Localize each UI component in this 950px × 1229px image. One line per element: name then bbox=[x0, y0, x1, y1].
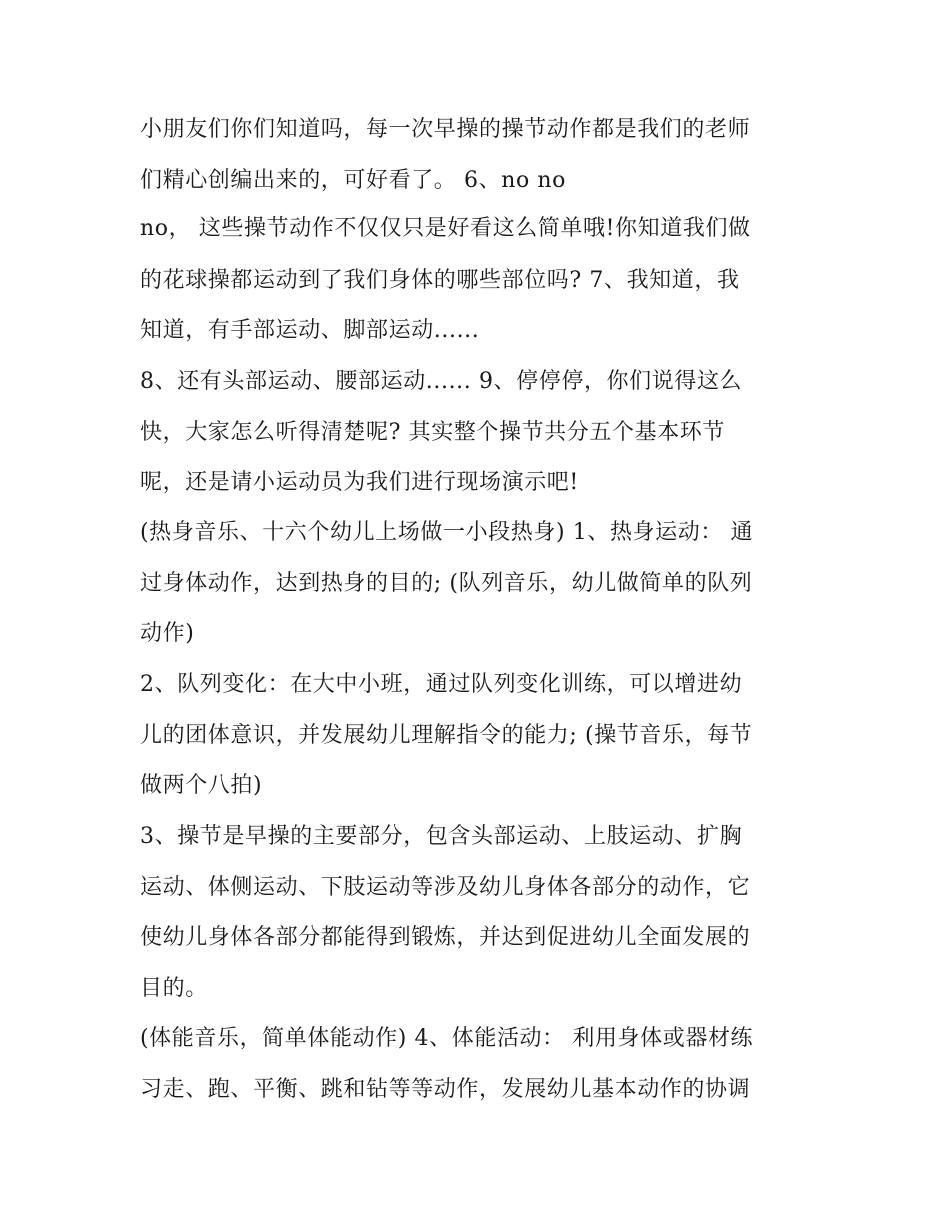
text-line: 8、还有头部运动、腰部运动...... 9、停停停，你们说得这么 bbox=[140, 369, 743, 394]
text-line: 们精心创编出来的，可好看了。 6、no no bbox=[140, 168, 567, 193]
text-line: 做两个八拍) bbox=[140, 773, 263, 798]
text-line: 运动、体侧运动、下肢运动等涉及幼儿身体各部分的动作，它 bbox=[140, 875, 751, 900]
text-line: 使幼儿身体各部分都能得到锻炼，并达到促进幼儿全面发展的 bbox=[140, 925, 751, 950]
text-line: 呢，还是请小运动员为我们进行现场演示吧! bbox=[140, 470, 579, 495]
text-line: 习走、跑、平衡、跳和钻等等动作，发展幼儿基本动作的协调 bbox=[140, 1077, 751, 1102]
text-line: no， 这些操节动作不仅仅只是好看这么简单哦!你知道我们做 bbox=[140, 216, 751, 241]
text-line: 过身体动作，达到热身的目的; (队列音乐，幼儿做简单的队列 bbox=[140, 571, 753, 596]
text-line: 快，大家怎么听得清楚呢? 其实整个操节共分五个基本环节 bbox=[140, 420, 725, 445]
text-line: (热身音乐、十六个幼儿上场做一小段热身) 1、热身运动： 通 bbox=[140, 520, 754, 545]
text-line: 儿的团体意识，并发展幼儿理解指令的能力; (操节音乐，每节 bbox=[140, 723, 753, 748]
text-line: (体能音乐，简单体能动作) 4、体能活动： 利用身体或器材练 bbox=[140, 1026, 754, 1051]
text-line: 小朋友们你们知道吗，每一次早操的操节动作都是我们的老师 bbox=[140, 117, 751, 142]
text-line: 目的。 bbox=[140, 976, 208, 1001]
text-line: 动作) bbox=[140, 621, 195, 646]
text-line: 3、操节是早操的主要部分，包含头部运动、上肢运动、扩胸 bbox=[140, 824, 743, 849]
text-line: 2、队列变化：在大中小班，通过队列变化训练，可以增进幼 bbox=[140, 672, 743, 697]
text-line: 知道，有手部运动、脚部运动...... bbox=[140, 318, 480, 343]
text-line: 的花球操都运动到了我们身体的哪些部位吗? 7、我知道，我 bbox=[140, 268, 740, 293]
